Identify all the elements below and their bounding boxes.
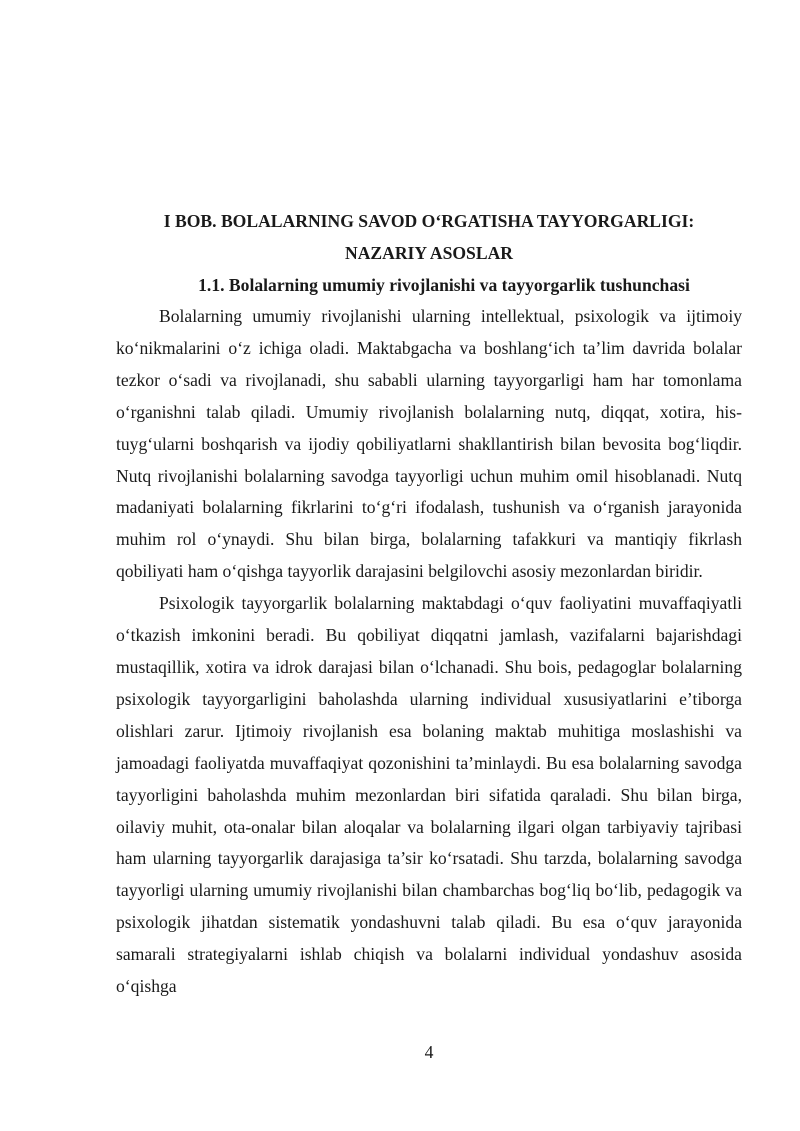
chapter-title	[116, 205, 742, 269]
chapter-title-line-2: NAZARIY ASOSLAR	[345, 243, 513, 263]
chapter-title-line-1: I BOB. BOLALARNING SAVOD O‘RGATISHA TAYYORGARLIGI:	[163, 211, 695, 231]
paragraph-2: Psixologik tayyorgarlik bolalarning maktabdagi o‘quv faoliyatini muvaffaqiyatli o‘tkazish imkonini beradi. Bu qobiliyat diqqatni jamlash, vazifalarni bajarishdagi mustaqillik, xotira va idrok darajasi bilan o‘lchanadi. Shu bois, pedagoglar bolalarning psixologik tayyorgarligini baholashda ularning individual xususiyatlarini e’tiborga olishlari zarur. Ijtimoiy rivojlanish esa bolaning maktab muhitiga moslashishi va jamoadagi faoliyatda muvaffaqiyat qozonishini ta’minlaydi. Bu esa bolalarning savodga tayyorligini baholashda muhim mezonlardan biri sifatida qaraladi. Shu bilan birga, oilaviy muhit, ota-onalar bilan aloqalar va bolalarning ilgari olgan tarbiyaviy tajribasi ham ularning tayyorgarlik darajasiga ta’sir ko‘rsatadi. Shu tarzda, bolalarning savodga tayyorligi ularning umumiy rivojlanishi bilan chambarchas bog‘liq bo‘lib, pedagogik va psixologik jihatdan sistematik yondashuvni talab qiladi. Bu esa o‘quv jarayonida samarali strategiyalarni ishlab chiqish va bolalarni individual yondashuv asosida o‘qishga	[116, 593, 742, 997]
page-number: 4	[424, 1042, 434, 1062]
body-text	[116, 301, 742, 1003]
paragraph-1: Bolalarning umumiy rivojlanishi ularning intellektual, psixologik va ijtimoiy ko‘nikmalarini o‘z ichiga oladi. Maktabgacha va boshlang‘ich ta’lim davrida bolalar tezkor o‘sadi va rivojlanadi, shu sababli ularning tayyorgarligi ham har tomonlama o‘rganishni talab qiladi. Umumiy rivojlanish bolalarning nutq, diqqat, xotira, his-tuyg‘ularni boshqarish va ijodiy qobiliyatlarni shakllantirish bilan bevosita bog‘liqdir. Nutq rivojlanishi bolalarning savodga tayyorligi uchun muhim omil hisoblanadi. Nutq madaniyati bolalarning fikrlarini to‘g‘ri ifodalash, tushunish va o‘rganish jarayonida muhim rol o‘ynaydi. Shu bilan birga, bolalarning tafakkuri va mantiqiy fikrlash qobiliyati ham o‘qishga tayyorlik darajasini belgilovchi asosiy mezonlardan biridir.	[116, 306, 742, 582]
section-title: 1.1. Bolalarning umumiy rivojlanishi va tayyorgarlik tushunchasi	[198, 275, 690, 295]
